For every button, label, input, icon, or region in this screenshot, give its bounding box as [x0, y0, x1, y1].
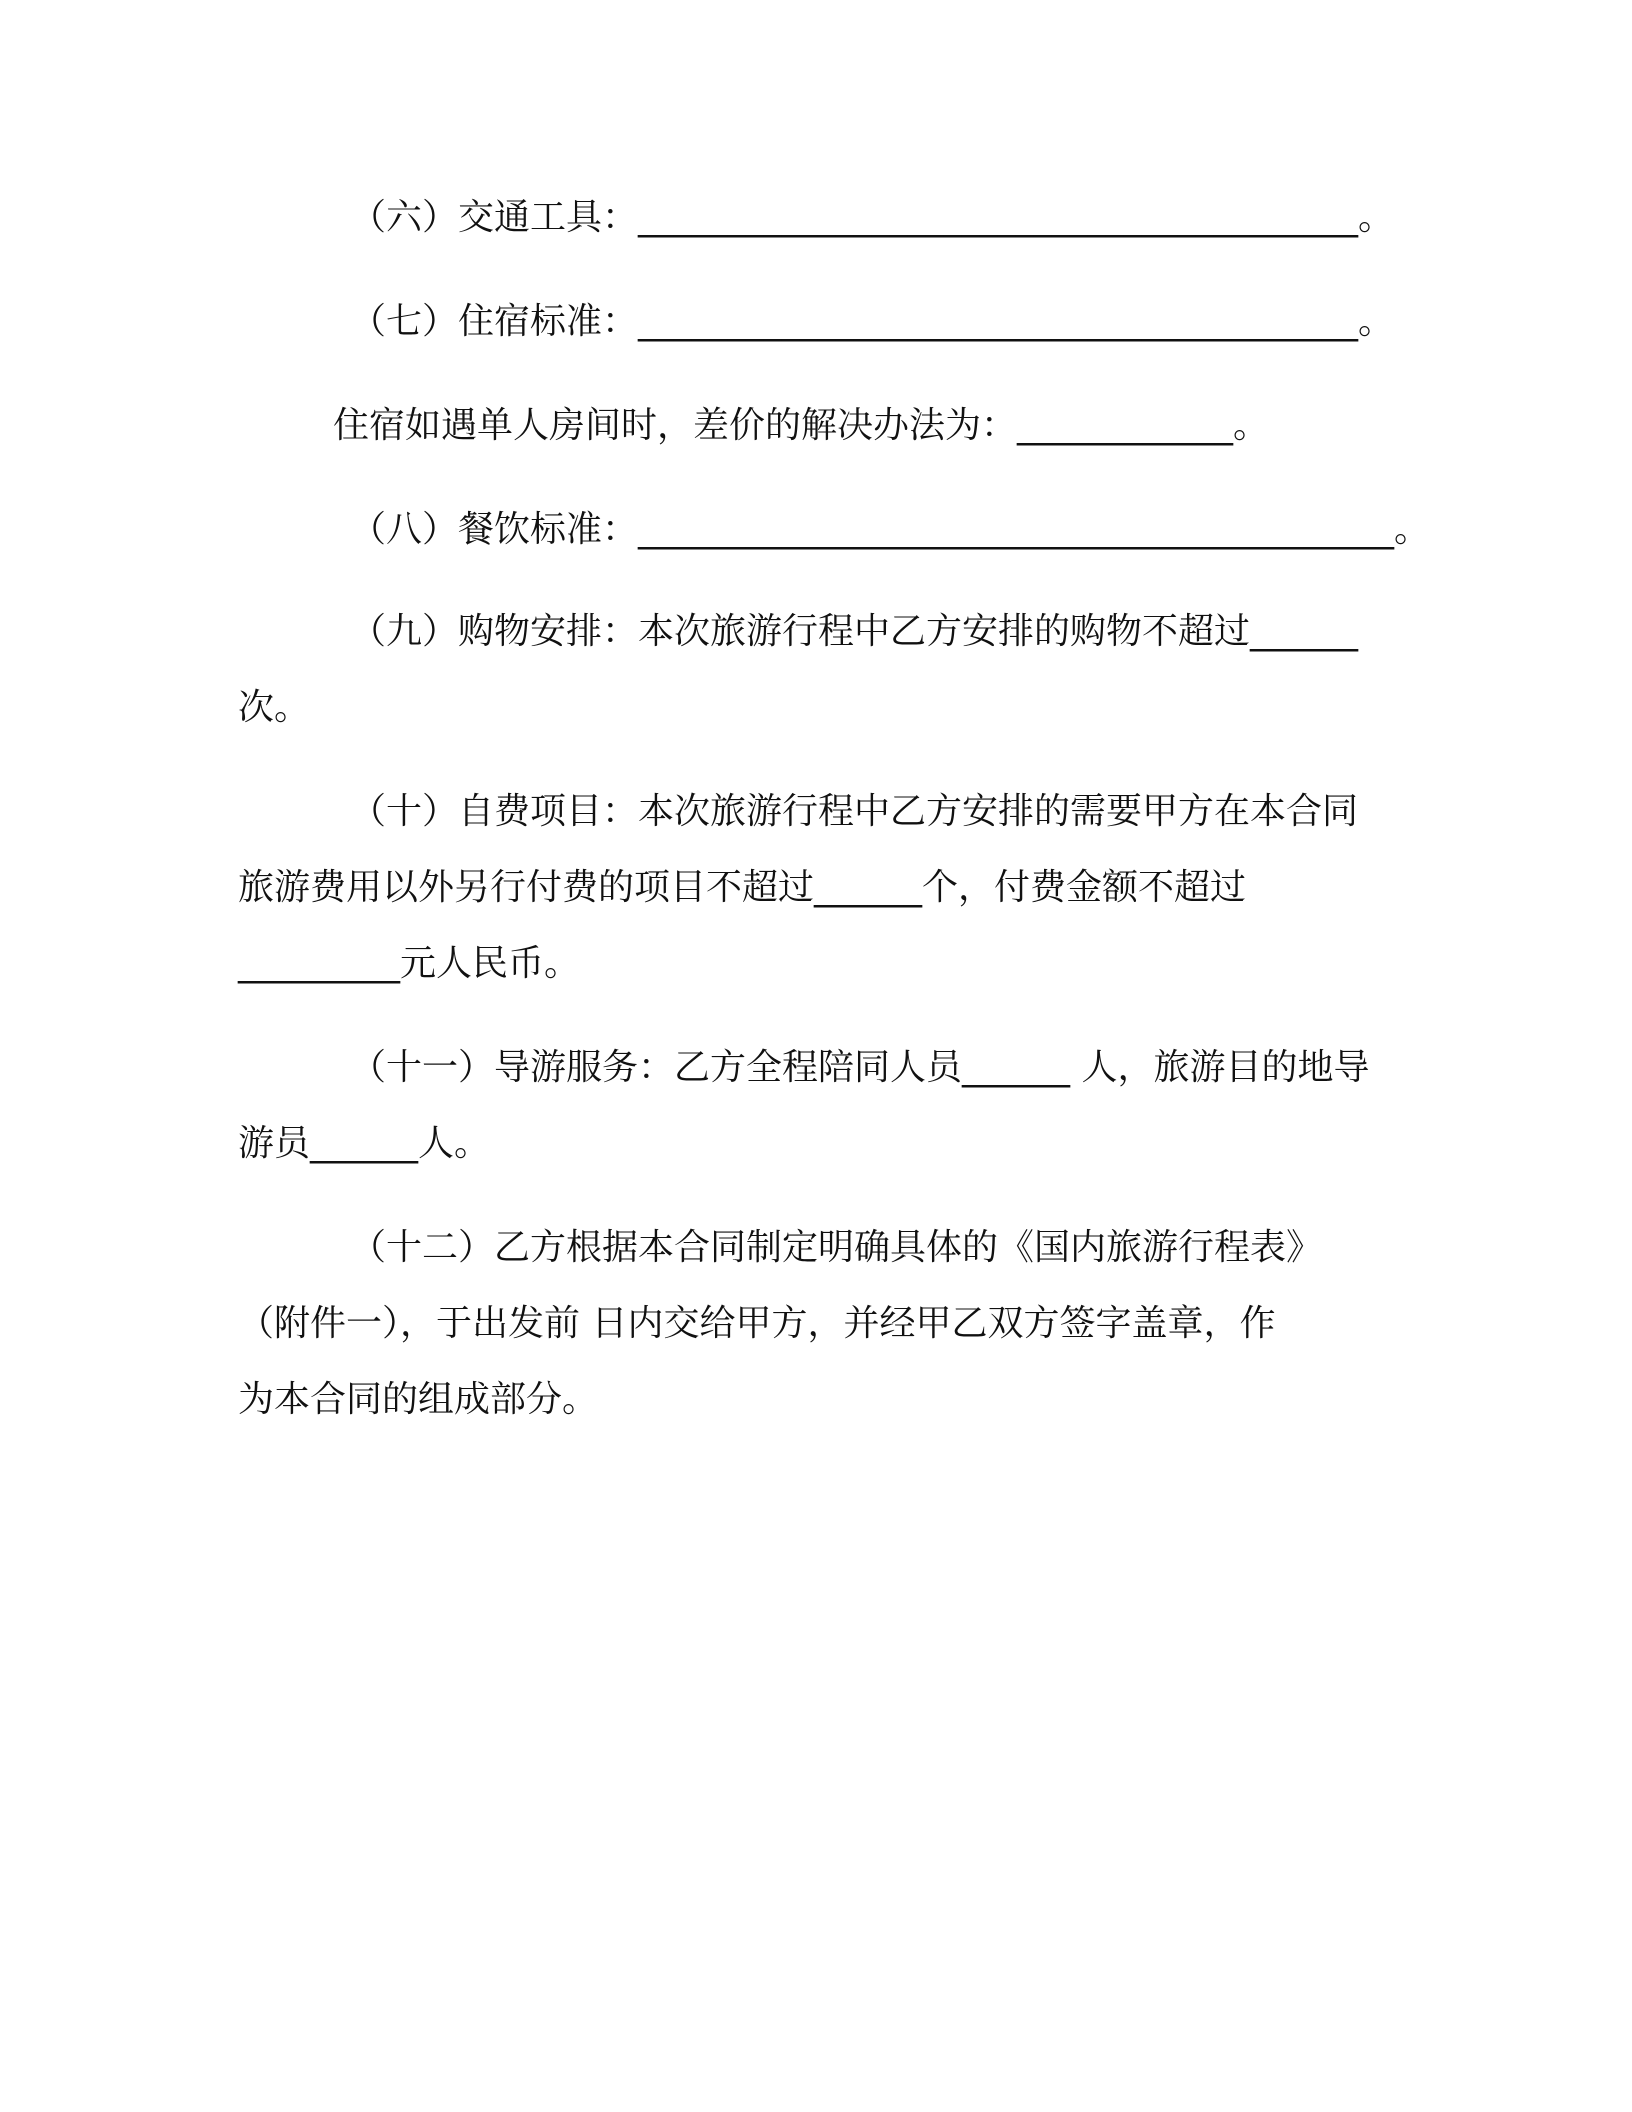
- item-nine-shopping-line1: （九）购物安排：本次旅游行程中乙方安排的购物不超过______: [350, 611, 1359, 652]
- item-nine-shopping-line2: 次。: [238, 687, 311, 728]
- item-twelve-itinerary-line1: （十二）乙方根据本合同制定明确具体的《国内旅游行程表》: [350, 1227, 1323, 1268]
- item-eleven-guide-line1: （十一）导游服务：乙方全程陪同人员______ 人，旅游目的地导: [350, 1047, 1370, 1088]
- single-room-clause: 住宿如遇单人房间时，差价的解决办法为：____________。: [333, 405, 1270, 446]
- item-six-transport: （六）交通工具：________________________________________。: [350, 197, 1395, 238]
- item-ten-optional-line1: （十）自费项目：本次旅游行程中乙方安排的需要甲方在本合同: [350, 791, 1359, 832]
- item-ten-optional-line3: _________元人民币。: [238, 943, 581, 984]
- item-ten-optional-line2: 旅游费用以外另行付费的项目不超过______个，付费金额不超过: [238, 867, 1247, 908]
- item-twelve-itinerary-line2: （附件一），于出发前 日内交给甲方，并经甲乙双方签字盖章，作: [238, 1303, 1276, 1344]
- item-twelve-itinerary-line3: 为本合同的组成部分。: [238, 1379, 599, 1420]
- item-seven-accommodation: （七）住宿标准：________________________________________。: [350, 301, 1395, 342]
- item-eleven-guide-line2: 游员______人。: [238, 1123, 491, 1164]
- item-eight-meals: （八）餐饮标准：__________________________________________。: [350, 509, 1431, 550]
